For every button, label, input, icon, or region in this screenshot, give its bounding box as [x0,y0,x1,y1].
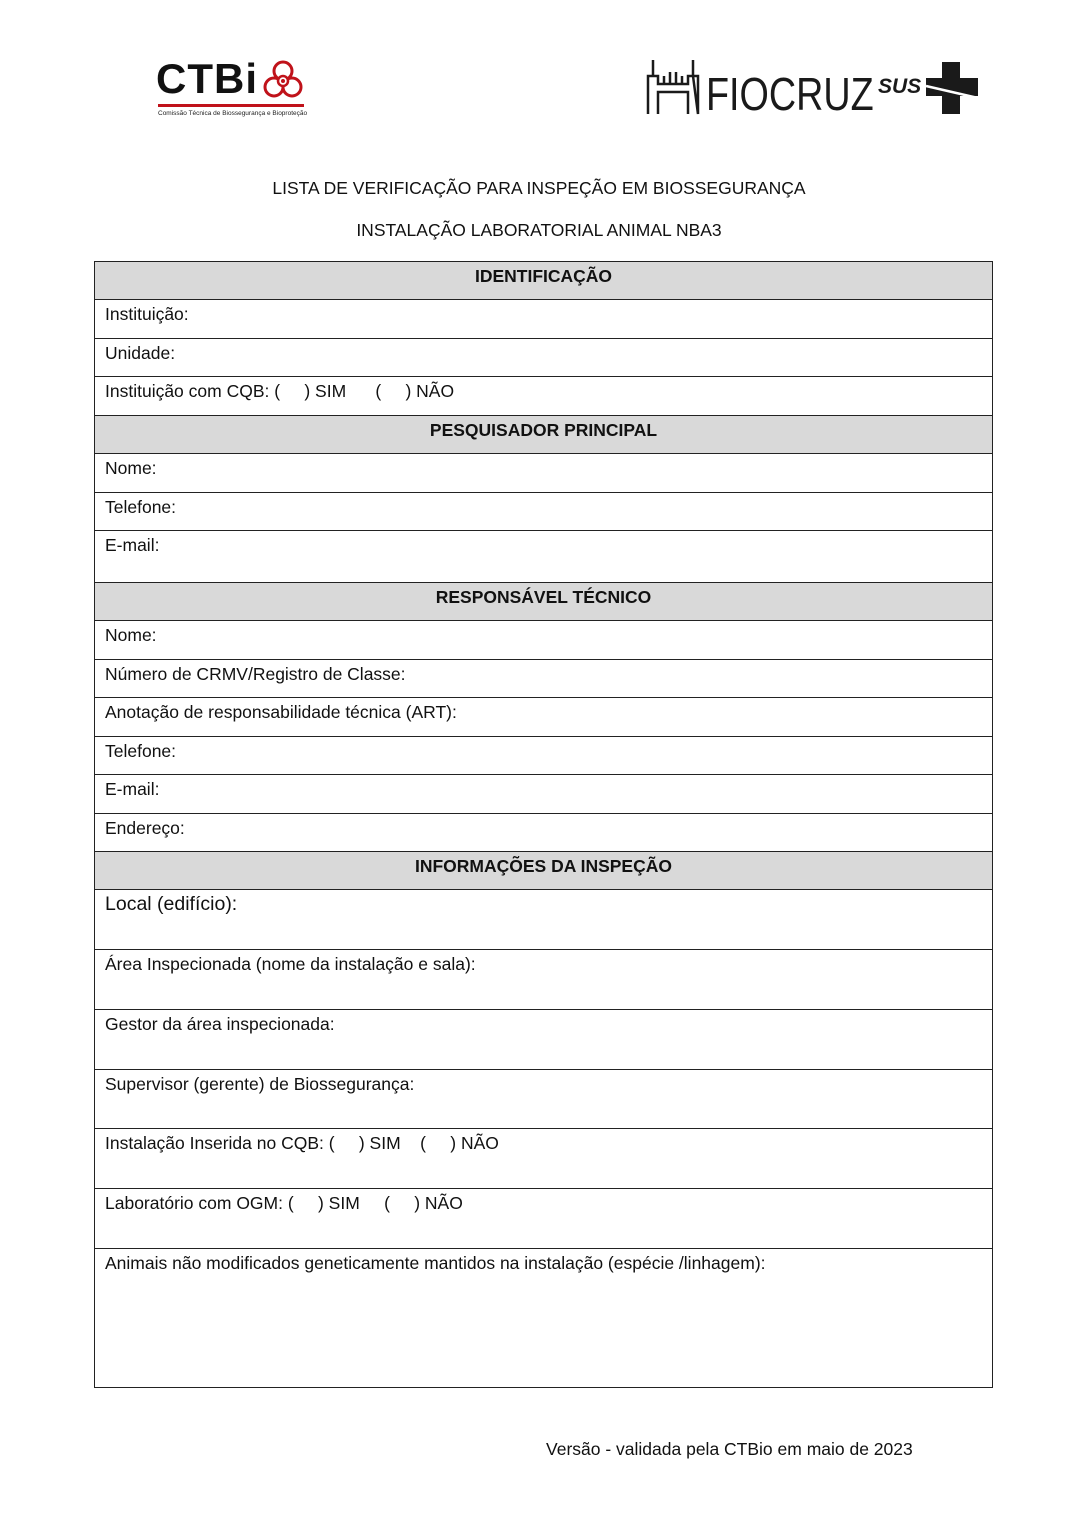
document-subtitle: INSTALAÇÃO LABORATORIAL ANIMAL NBA3 [356,220,722,240]
field-local[interactable]: Local (edifício): [95,890,993,950]
field-pesquisador-email[interactable]: E-mail: [95,531,993,583]
castle-icon [644,56,702,116]
ctbio-logo-subtitle: Comissão Técnica de Biossegurança e Bioproteção [158,110,308,117]
field-supervisor[interactable]: Supervisor (gerente) de Biossegurança: [95,1070,993,1129]
field-animais[interactable]: Animais não modificados geneticamente mantidos na instalação (espécie /linhagem): [95,1249,993,1388]
field-pesquisador-telefone[interactable]: Telefone: [95,493,993,531]
field-gestor[interactable]: Gestor da área inspecionada: [95,1010,993,1070]
ctbio-logo-rule [158,104,304,107]
field-area-inspecionada[interactable]: Área Inspecionada (nome da instalação e sala): [95,950,993,1010]
biohazard-icon [261,58,305,102]
field-art[interactable]: Anotação de responsabilidade técnica (ART): [95,698,993,737]
fiocruz-logo [644,56,874,120]
sus-logo-text: SUS [878,75,922,98]
field-pesquisador-nome[interactable]: Nome: [95,454,993,493]
section-heading-responsavel: RESPONSÁVEL TÉCNICO [95,583,993,621]
field-instalacao-cqb[interactable]: Instalação Inserida no CQB: ( ) SIM ( ) NÃO [95,1129,993,1189]
sus-logo [878,60,980,116]
field-responsavel-email[interactable]: E-mail: [95,775,993,814]
cross-icon [924,60,980,116]
field-instituicao-cqb[interactable]: Instituição com CQB: ( ) SIM ( ) NÃO [95,377,993,416]
field-unidade[interactable]: Unidade: [95,339,993,377]
ctbio-logo [156,56,306,122]
field-endereco[interactable]: Endereço: [95,814,993,852]
inspection-form [94,261,993,1388]
version-footer: Versão - validada pela CTBio em maio de 2023 [546,1439,913,1459]
ctbio-logo-text: CTBi [156,55,258,102]
field-responsavel-nome[interactable]: Nome: [95,621,993,660]
field-instituicao[interactable]: Instituição: [95,300,993,339]
field-crmv[interactable]: Número de CRMV/Registro de Classe: [95,660,993,698]
field-responsavel-telefone[interactable]: Telefone: [95,737,993,775]
section-heading-pesquisador: PESQUISADOR PRINCIPAL [95,416,993,454]
fiocruz-logo-text: FIOCRUZ [706,68,874,120]
field-ogm[interactable]: Laboratório com OGM: ( ) SIM ( ) NÃO [95,1189,993,1249]
section-heading-inspecao: INFORMAÇÕES DA INSPEÇÃO [95,852,993,890]
section-heading-identificacao: IDENTIFICAÇÃO [95,262,993,300]
document-title: LISTA DE VERIFICAÇÃO PARA INSPEÇÃO EM BIOSSEGURANÇA [272,178,806,198]
